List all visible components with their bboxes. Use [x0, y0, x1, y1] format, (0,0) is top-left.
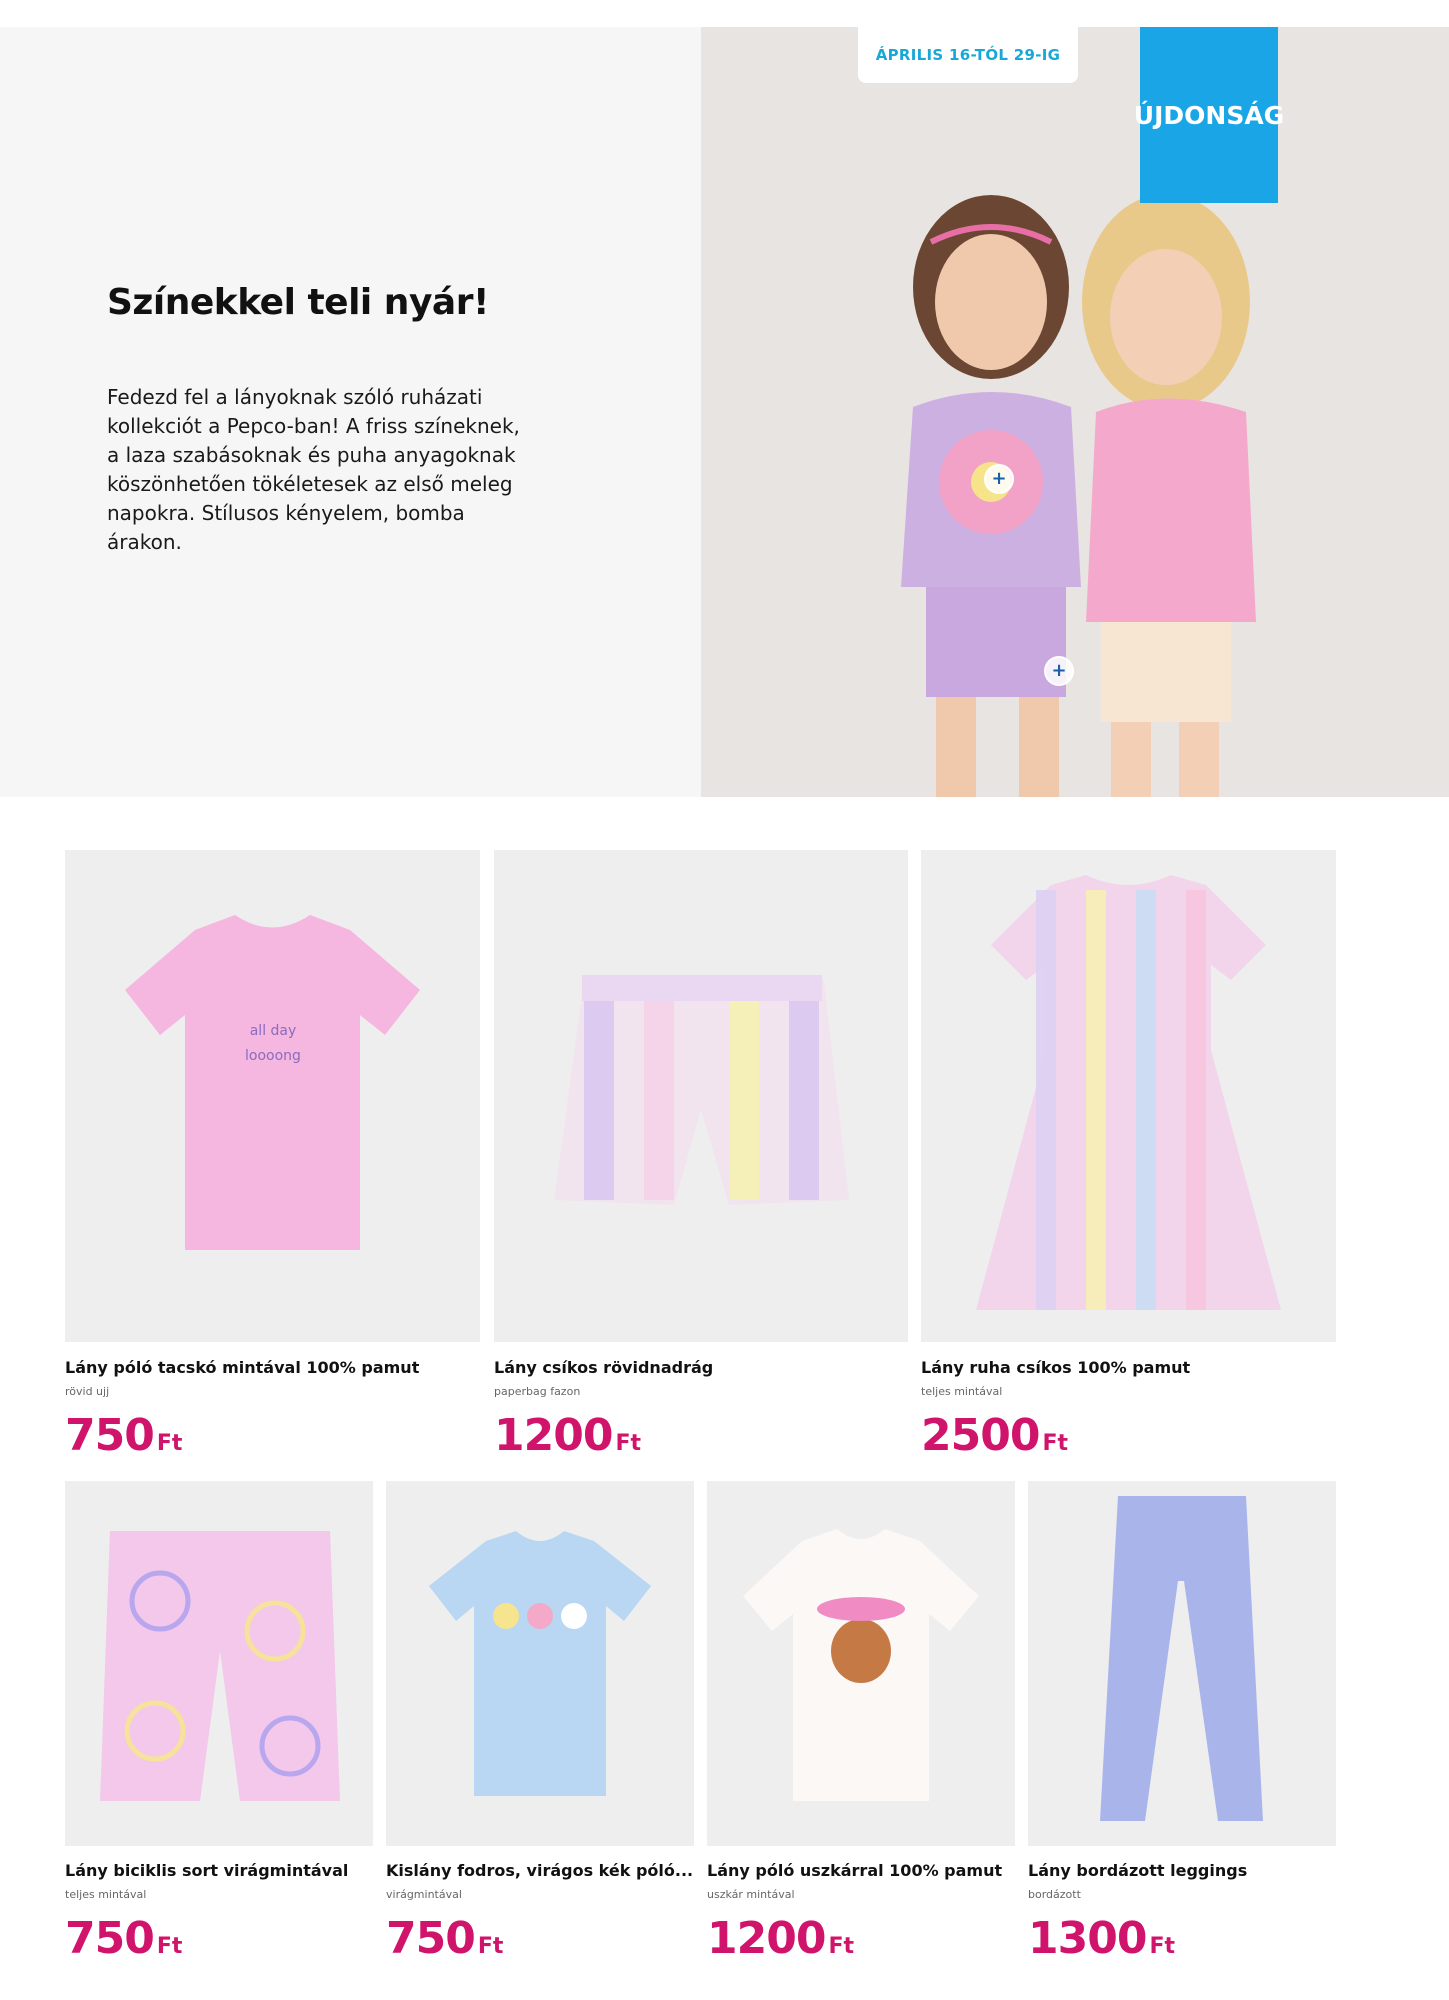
new-badge: ÚJDONSÁG — [1140, 27, 1278, 203]
price-value: 750 — [386, 1913, 475, 1964]
poodle-tshirt-image — [707, 1481, 1015, 1846]
product-price — [386, 1913, 503, 1964]
price-currency: Ft — [156, 1431, 183, 1456]
pink-tshirt-image — [65, 850, 480, 1342]
price-value: 1200 — [494, 1410, 613, 1461]
product-card[interactable] — [707, 1481, 1015, 1986]
product-price — [707, 1913, 854, 1964]
hotspot-tshirt[interactable] — [984, 464, 1014, 494]
hero-text — [107, 282, 537, 557]
hero-photo — [701, 27, 1449, 797]
product-card[interactable] — [65, 850, 480, 1470]
hero-banner — [0, 27, 1449, 797]
price-value: 1200 — [707, 1913, 826, 1964]
striped-shorts-image — [494, 850, 908, 1342]
price-currency: Ft — [1149, 1934, 1176, 1959]
product-card[interactable] — [65, 1481, 373, 1986]
product-image[interactable] — [65, 1481, 373, 1846]
price-currency: Ft — [828, 1934, 855, 1959]
product-card[interactable] — [1028, 1481, 1336, 1986]
product-name[interactable]: Lány biciklis sort virágmintával — [65, 1861, 349, 1880]
product-name[interactable]: Lány csíkos rövidnadrág — [494, 1358, 714, 1377]
product-image[interactable] — [65, 850, 480, 1342]
ribbed-leggings-image — [1028, 1481, 1336, 1846]
ruffle-blue-tshirt-image — [386, 1481, 694, 1846]
price-currency: Ft — [156, 1934, 183, 1959]
price-value: 2500 — [921, 1410, 1040, 1461]
hero-description: Fedezd fel a lányoknak szóló ruházati kollekciót a Pepco-ban! A friss színeknek, a laza szabásoknak és puha anyagoknak köszönhetően tökéletesek az első meleg napokra. Stílusos kényelem, bomba árakon. — [107, 385, 520, 554]
product-name[interactable]: Kislány fodros, virágos kék póló... — [386, 1861, 694, 1880]
product-price — [921, 1410, 1068, 1461]
product-price — [65, 1913, 182, 1964]
product-card[interactable] — [494, 850, 908, 1470]
product-subtitle: teljes mintával — [65, 1888, 147, 1901]
product-image[interactable] — [386, 1481, 694, 1846]
product-name[interactable]: Lány bordázott leggings — [1028, 1861, 1248, 1880]
product-subtitle: uszkár mintával — [707, 1888, 795, 1901]
product-subtitle: teljes mintával — [921, 1385, 1003, 1398]
product-card[interactable] — [921, 850, 1336, 1470]
product-image[interactable] — [494, 850, 908, 1342]
price-value: 750 — [65, 1410, 154, 1461]
product-subtitle: virágmintával — [386, 1888, 462, 1901]
flower-bike-shorts-image — [65, 1481, 373, 1846]
product-price — [65, 1410, 182, 1461]
hotspot-shorts[interactable] — [1044, 656, 1074, 686]
product-image[interactable] — [921, 850, 1336, 1342]
product-subtitle: bordázott — [1028, 1888, 1081, 1901]
price-value: 750 — [65, 1913, 154, 1964]
product-subtitle: rövid ujj — [65, 1385, 110, 1398]
price-value: 1300 — [1028, 1913, 1147, 1964]
svg-text:all day: all day — [249, 1023, 297, 1039]
hero-title: Színekkel teli nyár! — [107, 282, 489, 323]
product-price — [1028, 1913, 1175, 1964]
product-name[interactable]: Lány póló uszkárral 100% pamut — [707, 1861, 1003, 1880]
price-currency: Ft — [477, 1934, 504, 1959]
plus-icon: + — [991, 468, 1007, 489]
date-badge: ÁPRILIS 16-TÓL 29-IG — [858, 27, 1078, 83]
two-girls-photo — [701, 27, 1449, 797]
product-name[interactable]: Lány ruha csíkos 100% pamut — [921, 1358, 1191, 1377]
product-image[interactable] — [1028, 1481, 1336, 1846]
svg-text:loooong: loooong — [245, 1048, 301, 1064]
price-currency: Ft — [615, 1431, 642, 1456]
plus-icon: + — [1051, 660, 1067, 681]
price-currency: Ft — [1042, 1431, 1069, 1456]
product-price — [494, 1410, 641, 1461]
striped-dress-image — [921, 850, 1336, 1342]
product-name[interactable]: Lány póló tacskó mintával 100% pamut — [65, 1358, 420, 1377]
product-subtitle: paperbag fazon — [494, 1385, 581, 1398]
product-image[interactable] — [707, 1481, 1015, 1846]
product-card[interactable] — [386, 1481, 694, 1986]
